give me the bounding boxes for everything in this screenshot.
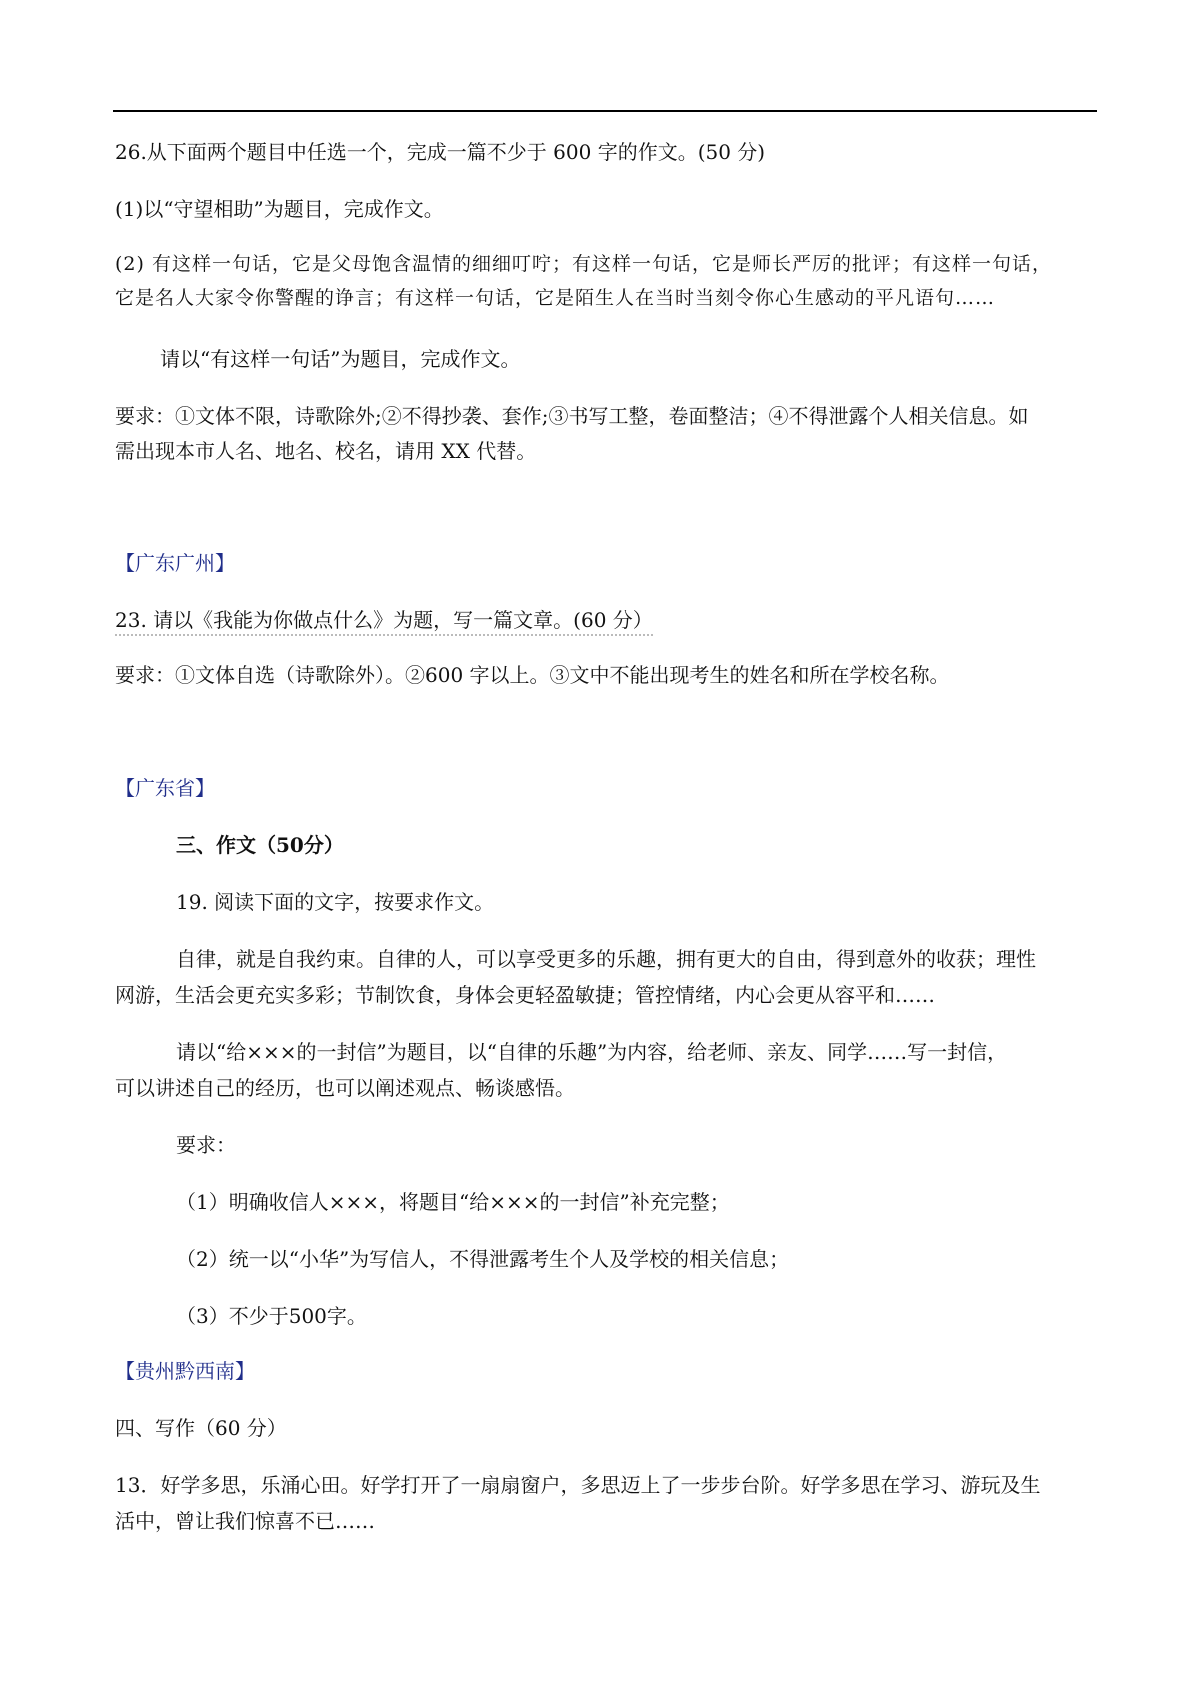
question-19-paragraph-1-line-1: 自律，就是自我约束。自律的人，可以享受更多的乐趣，拥有更大的自由，得到意外的收获；理性: [176, 947, 1036, 971]
question-19-requirement-3: （3）不少于500字。: [176, 1304, 367, 1328]
section-3-heading: 三、作文（50分）: [176, 833, 344, 857]
question-26-requirements-line-1: 要求：①文体不限，诗歌除外;②不得抄袭、套作;③书写工整，卷面整洁；④不得泄露个人相关信息。如: [115, 404, 1029, 428]
question-19-paragraph-2-line-2: 可以讲述自己的经历，也可以阐述观点、畅谈感悟。: [115, 1076, 575, 1100]
question-13-line-2: 活中，曾让我们惊喜不已……: [115, 1509, 375, 1533]
region-tag-guangdong: 【广东省】: [115, 776, 215, 800]
question-23-requirements: 要求：①文体自选（诗歌除外）。②600 字以上。③文中不能出现考生的姓名和所在学校名称。: [115, 663, 950, 687]
question-26-option-1: (1)以“守望相助”为题目，完成作文。: [115, 197, 444, 221]
question-26-option-2-prompt: 请以“有这样一句话”为题目，完成作文。: [160, 347, 521, 371]
question-23: [115, 602, 1097, 639]
question-13-line-1: 13．好学多思，乐涌心田。好学打开了一扇扇窗户，多思迈上了一步步台阶。好学多思在学习、游玩及生: [115, 1473, 1041, 1497]
section-4-heading: 四、写作（60 分）: [115, 1416, 287, 1440]
region-tag-guizhou: 【贵州黔西南】: [115, 1359, 255, 1383]
question-19-requirement-1: （1）明确收信人×××，将题目“给×××的一封信”补充完整；: [176, 1190, 730, 1214]
question-19-requirements-label: 要求：: [176, 1133, 236, 1157]
question-19-paragraph-2-line-1: 请以“给×××的一封信”为题目，以“自律的乐趣”为内容，给老师、亲友、同学……写一封信，: [176, 1040, 1008, 1064]
header-rule: [113, 110, 1097, 112]
region-tag-guangzhou: 【广东广州】: [115, 551, 235, 575]
question-26-option-2-line-2: 它是名人大家令你警醒的诤言；有这样一句话，它是陌生人在当时当刻令你心生感动的平凡语句……: [115, 287, 996, 309]
question-26-requirements-line-2: 需出现本市人名、地名、校名，请用 XX 代替。: [115, 439, 537, 463]
question-23-text: 23. 请以《我能为你做点什么》为题，写一篇文章。(60 分）: [115, 608, 653, 636]
question-26: 26.从下面两个题目中任选一个，完成一篇不少于 600 字的作文。(50 分): [115, 140, 766, 164]
question-19-paragraph-1-line-2: 网游，生活会更充实多彩；节制饮食，身体会更轻盈敏捷；管控情绪，内心会更从容平和……: [115, 983, 935, 1007]
question-26-option-2-line-1: (2) 有这样一句话，它是父母饱含温情的细细叮咛；有这样一句话，它是师长严厉的批评；有这样一句话，: [115, 253, 1052, 275]
question-19: 19. 阅读下面的文字，按要求作文。: [176, 890, 495, 914]
question-19-requirement-2: （2）统一以“小华”为写信人，不得泄露考生个人及学校的相关信息；: [176, 1247, 790, 1271]
